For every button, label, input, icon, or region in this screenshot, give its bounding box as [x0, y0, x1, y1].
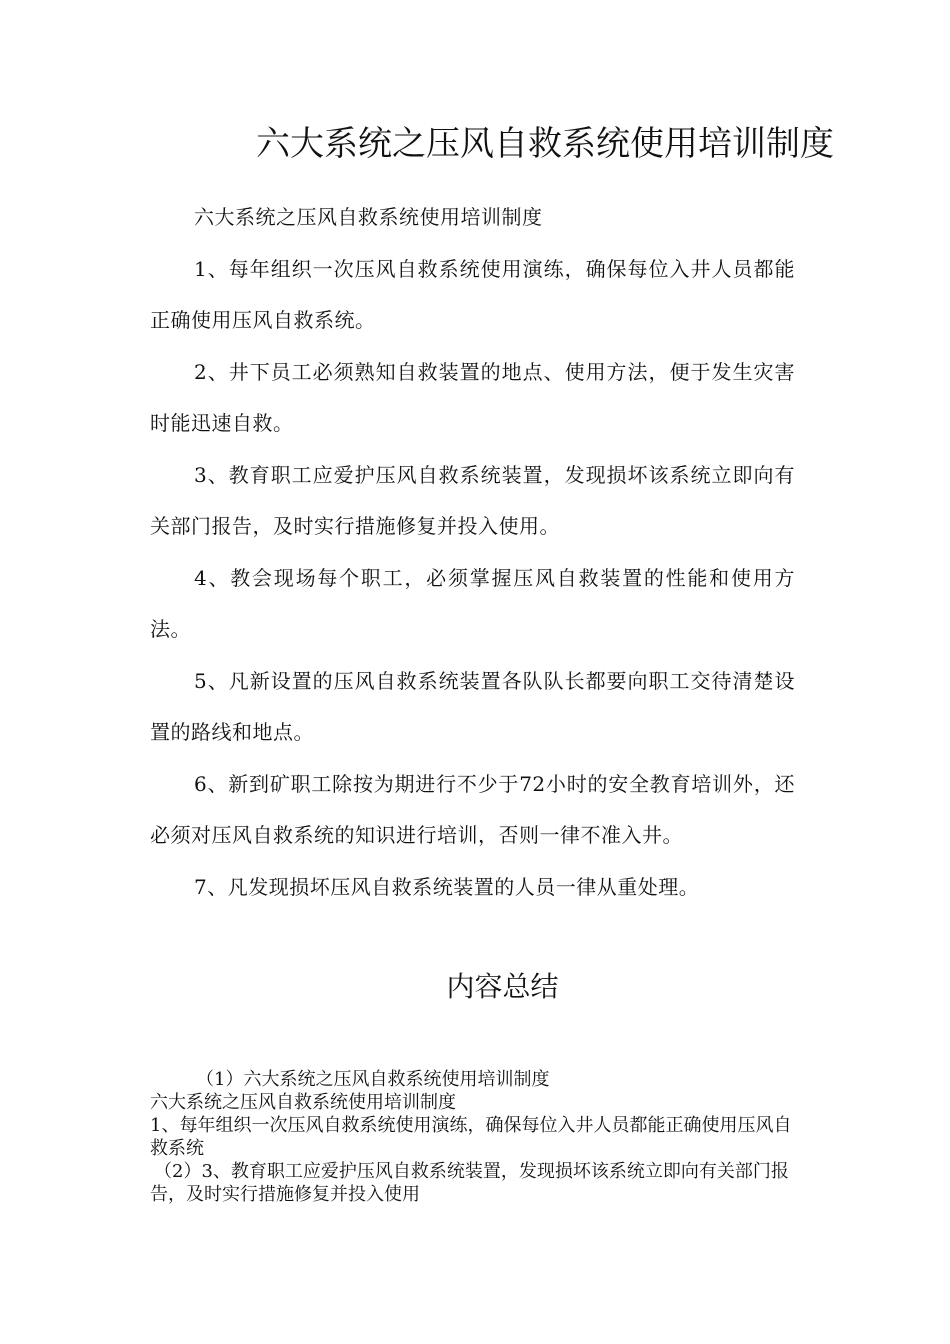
- document-title: 六大系统之压风自救系统使用培训制度: [256, 124, 834, 164]
- paragraph-rule-2: 2、井下员工必须熟知自救装置的地点、使用方法，便于发生灾害时能迅速自救。: [150, 359, 795, 435]
- summary-title: 内容总结: [446, 970, 559, 1003]
- summary-line-3: 1、每年组织一次压风自救系统使用演练，确保每位入井人员都能正确使用压风自救系统: [150, 1115, 792, 1159]
- summary-line-4: （2）3、教育职工应爱护压风自救系统装置，发现损坏该系统立即向有关部门报告，及时实行措施修复并投入使用: [150, 1161, 789, 1205]
- paragraph-rule-4: 4、教会现场每个职工，必须掌握压风自救装置的性能和使用方法。: [150, 565, 795, 641]
- summary-section: [150, 1068, 800, 1206]
- paragraph-rule-5: 5、凡新设置的压风自救系统装置各队队长都要向职工交待清楚设置的路线和地点。: [150, 668, 795, 744]
- summary-line-1: （1）六大系统之压风自救系统使用培训制度: [196, 1069, 550, 1090]
- summary-line-2: 六大系统之压风自救系统使用培训制度: [150, 1092, 456, 1113]
- paragraph-rule-6: 6、新到矿职工除按为期进行不少于72小时的安全教育培训外，还必须对压风自救系统的知识进行培训，否则一律不准入井。: [150, 771, 795, 847]
- paragraph-subtitle: 六大系统之压风自救系统使用培训制度: [194, 205, 543, 229]
- paragraph-rule-1: 1、每年组织一次压风自救系统使用演练，确保每位入井人员都能正确使用压风自救系统。: [150, 256, 795, 332]
- paragraph-rule-3: 3、教育职工应爱护压风自救系统装置，发现损坏该系统立即向有关部门报告，及时实行措施修复并投入使用。: [150, 462, 795, 538]
- paragraph-rule-7: 7、凡发现损坏压风自救系统装置的人员一律从重处理。: [194, 874, 700, 899]
- document-body: [150, 192, 795, 913]
